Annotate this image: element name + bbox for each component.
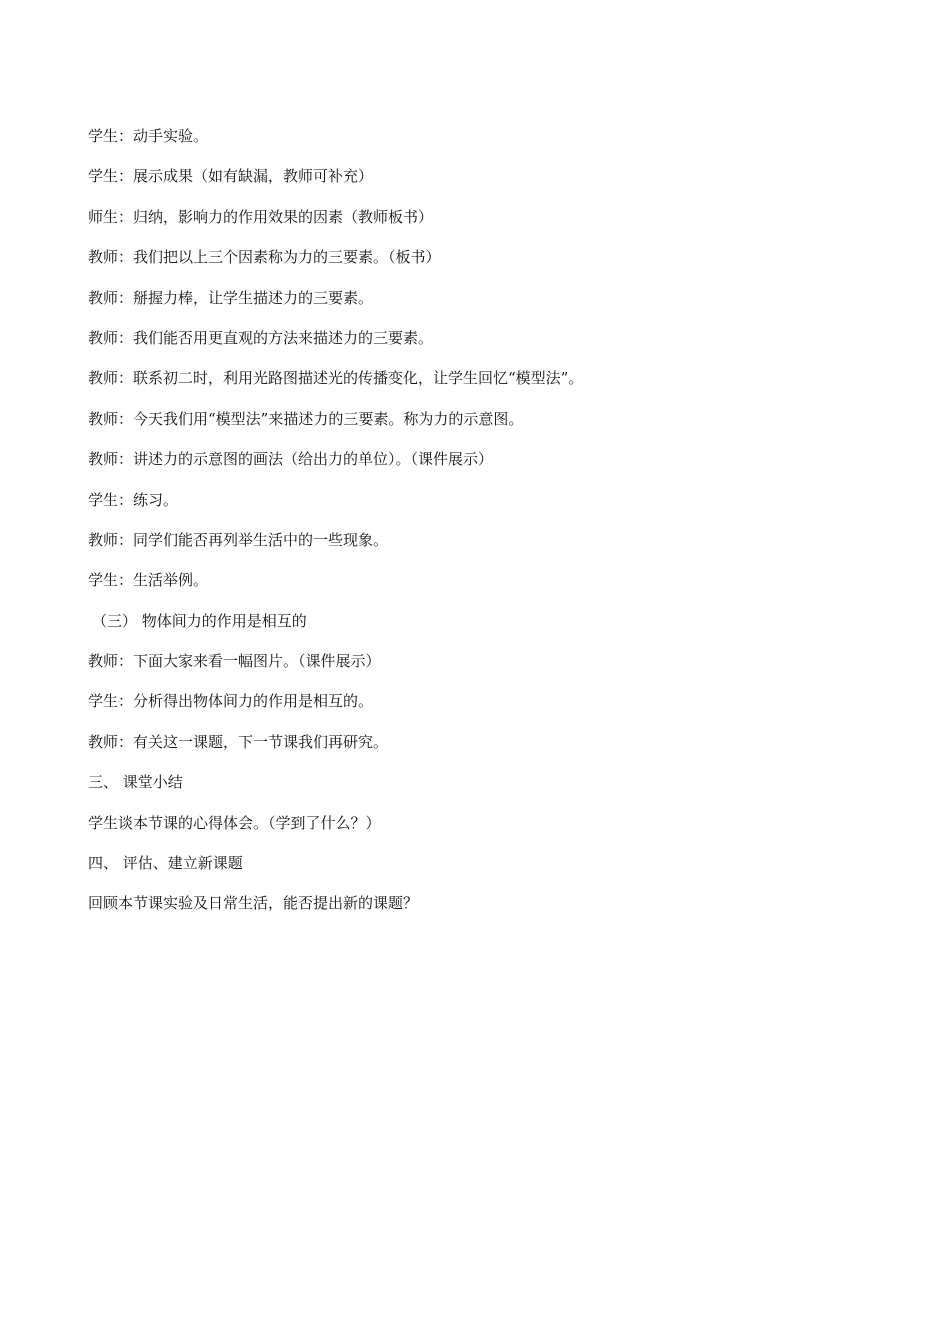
paragraph-view-picture: 教师：下面大家来看一幅图片。（课件展示） bbox=[88, 652, 381, 671]
paragraph-grip-stick: 教师：掰握力棒，让学生描述力的三要素。 bbox=[88, 288, 374, 307]
paragraph-intuitive-method: 教师：我们能否用更直观的方法来描述力的三要素。 bbox=[88, 328, 434, 347]
paragraph-student-show-results: 学生：展示成果（如有缺漏，教师可补充） bbox=[88, 167, 374, 186]
paragraph-student-examples: 学生：生活举例。 bbox=[88, 571, 209, 590]
paragraph-model-method-recall: 教师：联系初二时，利用光路图描述光的传播变化，让学生回忆“模型法”。 bbox=[88, 369, 584, 388]
paragraph-force-diagram: 教师：今天我们用“模型法”来描述力的三要素。称为力的示意图。 bbox=[88, 409, 524, 428]
paragraph-student-experiment: 学生：动手实验。 bbox=[88, 127, 209, 145]
paragraph-student-practice: 学生：练习。 bbox=[88, 490, 179, 509]
paragraph-next-lesson: 教师：有关这一课题，下一节课我们再研究。 bbox=[88, 732, 389, 751]
section-heading-mutual-force: （三） 物体间力的作用是相互的 bbox=[92, 611, 307, 630]
section-heading-evaluation: 四、 评估、建立新课题 bbox=[88, 854, 243, 873]
paragraph-list-phenomena: 教师：同学们能否再列举生活中的一些现象。 bbox=[88, 530, 389, 549]
paragraph-student-reflection: 学生谈本节课的心得体会。（学到了什么？） bbox=[88, 813, 381, 832]
document-body bbox=[88, 126, 868, 934]
paragraph-three-elements: 教师：我们把以上三个因素称为力的三要素。（板书） bbox=[88, 248, 441, 267]
section-heading-summary: 三、 课堂小结 bbox=[88, 773, 183, 792]
paragraph-summarize-factors: 师生：归纳，影响力的作用效果的因素（教师板书） bbox=[88, 207, 434, 226]
paragraph-analysis-mutual: 学生：分析得出物体间力的作用是相互的。 bbox=[88, 692, 374, 711]
paragraph-drawing-method: 教师：讲述力的示意图的画法（给出力的单位）。（课件展示） bbox=[88, 450, 494, 469]
paragraph-new-topics: 回顾本节课实验及日常生活，能否提出新的课题？ bbox=[88, 894, 419, 913]
